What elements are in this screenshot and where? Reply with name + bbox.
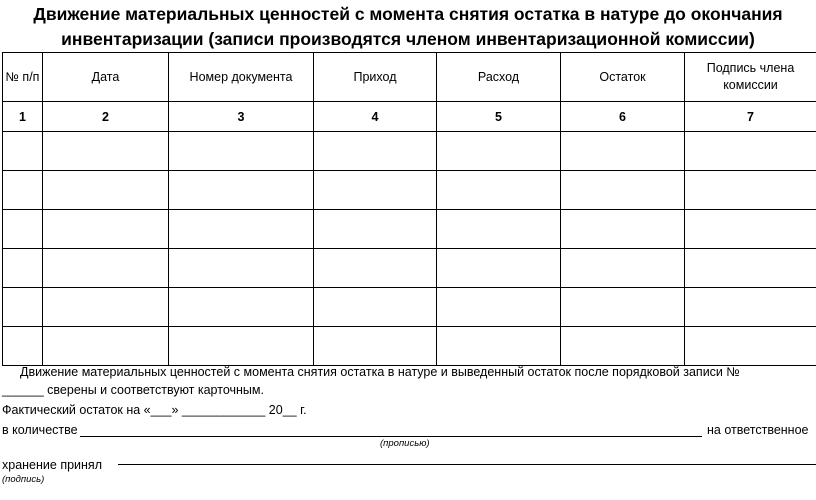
inventory-movement-table	[2, 52, 816, 366]
table-row	[3, 288, 816, 327]
column-number: 1	[3, 102, 43, 132]
table-row	[3, 132, 816, 171]
actual-balance-line: Фактический остаток на «___» ____________ 20__ г.	[2, 403, 307, 417]
table-cell	[314, 288, 437, 327]
table-cell	[3, 288, 43, 327]
table-cell	[437, 132, 561, 171]
header-cell-balance: Остаток	[561, 53, 685, 102]
table-cell	[314, 327, 437, 366]
table-row	[3, 210, 816, 249]
table-cell	[685, 288, 816, 327]
table-cell	[169, 327, 314, 366]
signature-hint: (подпись)	[2, 474, 45, 485]
table-cell	[685, 249, 816, 288]
table-cell	[43, 132, 169, 171]
table-cell	[437, 210, 561, 249]
column-number: 7	[685, 102, 816, 132]
header-cell-income: Приход	[314, 53, 437, 102]
table-cell	[169, 249, 314, 288]
quantity-label: в количестве	[2, 423, 78, 437]
table-cell	[314, 171, 437, 210]
column-number: 3	[169, 102, 314, 132]
table-cell	[561, 171, 685, 210]
table-cell	[314, 210, 437, 249]
table-cell	[561, 132, 685, 171]
table-cell	[3, 249, 43, 288]
title-line-2: инвентаризации (записи производятся членом инвентаризационной комиссии)	[61, 29, 755, 49]
table-cell	[169, 288, 314, 327]
table-cell	[437, 288, 561, 327]
verification-paragraph-line-2: ______ сверены и соответствуют карточным.	[2, 383, 264, 397]
table-cell	[3, 210, 43, 249]
table-cell	[169, 171, 314, 210]
column-number: 2	[43, 102, 169, 132]
table-cell	[685, 171, 816, 210]
table-cell	[3, 327, 43, 366]
document-title	[0, 2, 816, 52]
table-cell	[43, 249, 169, 288]
header-cell-expense: Расход	[437, 53, 561, 102]
table-cell	[314, 249, 437, 288]
table-row	[3, 249, 816, 288]
storage-signature-line	[118, 464, 816, 465]
column-number: 5	[437, 102, 561, 132]
table-cell	[43, 327, 169, 366]
table-row	[3, 327, 816, 366]
table-cell	[561, 327, 685, 366]
column-number: 6	[561, 102, 685, 132]
table-cell	[561, 210, 685, 249]
quantity-field-line	[80, 436, 702, 437]
table-cell	[437, 171, 561, 210]
table-cell	[169, 210, 314, 249]
table-row	[3, 171, 816, 210]
table-cell	[561, 249, 685, 288]
header-cell-date: Дата	[43, 53, 169, 102]
table-cell	[685, 132, 816, 171]
header-cell-document-number: Номер документа	[169, 53, 314, 102]
table-cell	[685, 327, 816, 366]
header-cell-number: № п/п	[3, 53, 43, 102]
table-cell	[3, 132, 43, 171]
column-number: 4	[314, 102, 437, 132]
responsible-label: на ответственное	[707, 423, 809, 437]
header-row	[3, 53, 816, 102]
table-cell	[561, 288, 685, 327]
table-cell	[169, 132, 314, 171]
storage-label: хранение принял	[2, 458, 102, 472]
verification-paragraph-line-1: Движение материальных ценностей с момента снятия остатка в натуре и выведенный остаток после порядковой записи №	[20, 365, 740, 379]
table-cell	[314, 132, 437, 171]
words-hint: (прописью)	[380, 438, 430, 449]
table-cell	[43, 210, 169, 249]
table-cell	[437, 249, 561, 288]
table-cell	[437, 327, 561, 366]
table-cell	[685, 210, 816, 249]
column-number-row	[3, 102, 816, 132]
header-cell-signature: Подпись члена комиссии	[685, 53, 816, 102]
table-body	[3, 132, 816, 366]
table-cell	[3, 171, 43, 210]
table-cell	[43, 288, 169, 327]
table-cell	[43, 171, 169, 210]
title-line-1: Движение материальных ценностей с момента снятия остатка в натуре до окончания	[33, 4, 783, 24]
